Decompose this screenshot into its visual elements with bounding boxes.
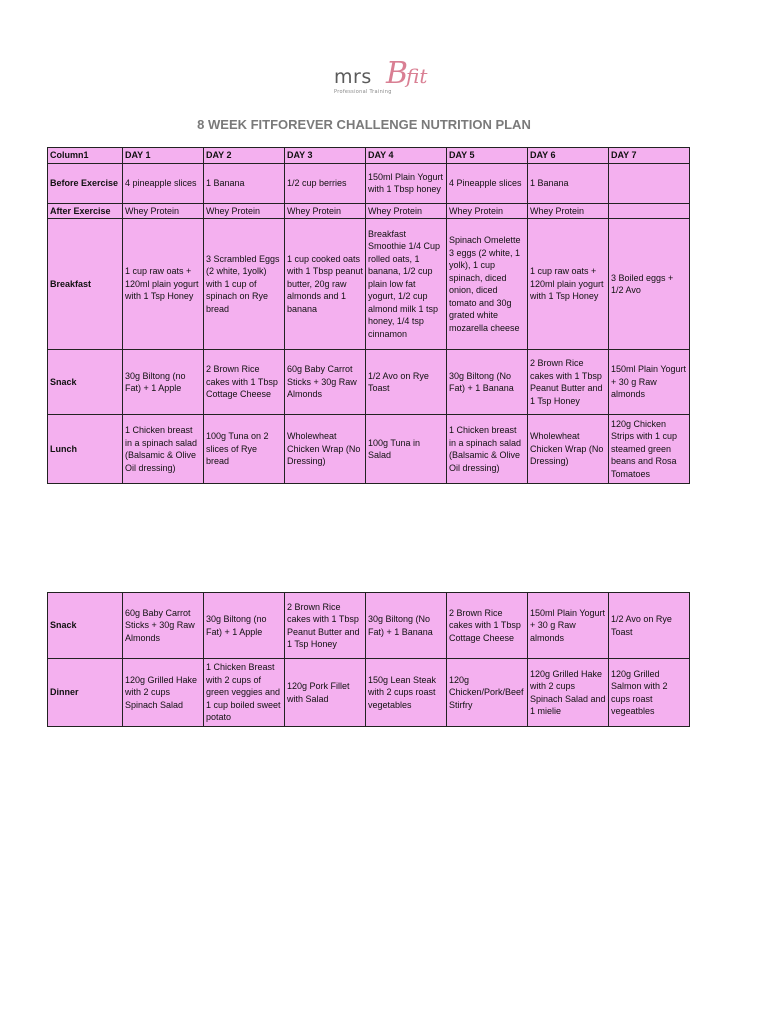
table-cell: 2 Brown Rice cakes with 1 Tbsp Peanut Butter and 1 Tsp Honey	[528, 350, 609, 415]
table-row	[48, 593, 690, 659]
brand-logo	[330, 56, 450, 100]
table-cell: 1 Chicken breast in a spinach salad (Balsamic & Olive Oil dressing)	[447, 415, 528, 484]
table-cell: 1 cup cooked oats with 1 Tbsp peanut butter, 20g raw almonds and 1 banana	[285, 219, 366, 350]
table-cell: Breakfast Smoothie 1/4 Cup rolled oats, 1 banana, 1/2 cup plain low fat yogurt, 1/2 cup almond milk 1 tsp honey, 1/4 tsp cinnamon	[366, 219, 447, 350]
table-cell: 1 cup raw oats + 120ml plain yogurt with 1 Tsp Honey	[123, 219, 204, 350]
logo-text-mrs: mrs	[334, 66, 372, 88]
column-header: DAY 2	[204, 148, 285, 164]
table-cell: 100g Tuna on 2 slices of Rye bread	[204, 415, 285, 484]
column-header: DAY 4	[366, 148, 447, 164]
table-cell: 30g Biltong (no Fat) + 1 Apple	[123, 350, 204, 415]
table-row	[48, 415, 690, 484]
column-header: DAY 3	[285, 148, 366, 164]
logo-text-fit: fit	[406, 64, 428, 88]
table-cell: Whey Protein	[366, 203, 447, 219]
table-cell: 150g Lean Steak with 2 cups roast vegetables	[366, 659, 447, 727]
table-cell: 1 Chicken Breast with 2 cups of green veggies and 1 cup boiled sweet potato	[204, 659, 285, 727]
table-cell: 60g Baby Carrot Sticks + 30g Raw Almonds	[285, 350, 366, 415]
column-header: DAY 1	[123, 148, 204, 164]
table-cell: 150ml Plain Yogurt + 30 g Raw almonds	[528, 593, 609, 659]
table-cell: 2 Brown Rice cakes with 1 Tbsp Cottage Cheese	[447, 593, 528, 659]
table-cell: 1 Banana	[204, 163, 285, 203]
row-label: Snack	[48, 593, 123, 659]
table-cell: 1/2 cup berries	[285, 163, 366, 203]
table-cell: 120g Chicken Strips with 1 cup steamed green beans and Rosa Tomatoes	[609, 415, 690, 484]
table-cell: 100g Tuna in Salad	[366, 415, 447, 484]
table-cell: Whey Protein	[123, 203, 204, 219]
table-cell: Whey Protein	[447, 203, 528, 219]
nutrition-table-evening	[47, 592, 690, 727]
row-label: Dinner	[48, 659, 123, 727]
table-cell: 120g Grilled Hake with 2 cups Spinach Salad and 1 mielie	[528, 659, 609, 727]
table-row	[48, 659, 690, 727]
table-cell: Whey Protein	[285, 203, 366, 219]
logo-tagline: Professional Training	[334, 89, 392, 95]
table-cell: 3 Boiled eggs + 1/2 Avo	[609, 219, 690, 350]
row-label: Before Exercise	[48, 163, 123, 203]
row-label: Snack	[48, 350, 123, 415]
table-row	[48, 219, 690, 350]
table-row	[48, 163, 690, 203]
table-cell: 150ml Plain Yogurt with 1 Tbsp honey	[366, 163, 447, 203]
table-cell: 1/2 Avo on Rye Toast	[609, 593, 690, 659]
table-cell: 120g Grilled Hake with 2 cups Spinach Salad	[123, 659, 204, 727]
table-cell: 3 Scrambled Eggs (2 white, 1yolk) with 1 cup of spinach on Rye bread	[204, 219, 285, 350]
table-cell: Whey Protein	[528, 203, 609, 219]
table-cell: 1 cup raw oats + 120ml plain yogurt with 1 Tsp Honey	[528, 219, 609, 350]
table-cell: Wholewheat Chicken Wrap (No Dressing)	[528, 415, 609, 484]
row-label: Lunch	[48, 415, 123, 484]
table-cell: 30g Biltong (No Fat) + 1 Banana	[447, 350, 528, 415]
row-label: After Exercise	[48, 203, 123, 219]
table-cell: Wholewheat Chicken Wrap (No Dressing)	[285, 415, 366, 484]
row-label: Breakfast	[48, 219, 123, 350]
table-cell: 2 Brown Rice cakes with 1 Tbsp Peanut Butter and 1 Tsp Honey	[285, 593, 366, 659]
table-cell	[609, 163, 690, 203]
table-cell: Whey Protein	[204, 203, 285, 219]
column-header: DAY 6	[528, 148, 609, 164]
table-cell: 1 Chicken breast in a spinach salad (Balsamic & Olive Oil dressing)	[123, 415, 204, 484]
table-row	[48, 350, 690, 415]
table-cell: 1 Banana	[528, 163, 609, 203]
logo-text-b: B	[386, 56, 409, 91]
table-cell: 30g Biltong (No Fat) + 1 Banana	[366, 593, 447, 659]
table-cell: 30g Biltong (no Fat) + 1 Apple	[204, 593, 285, 659]
table-cell: 120g Pork Fillet with Salad	[285, 659, 366, 727]
column-header: DAY 5	[447, 148, 528, 164]
table-cell: 1/2 Avo on Rye Toast	[366, 350, 447, 415]
table-cell: 4 Pineapple slices	[447, 163, 528, 203]
nutrition-table-main	[47, 147, 690, 484]
column-header: DAY 7	[609, 148, 690, 164]
table-cell: 4 pineapple slices	[123, 163, 204, 203]
table-cell: 120g Chicken/Pork/Beef Stirfry	[447, 659, 528, 727]
table-cell: 2 Brown Rice cakes with 1 Tbsp Cottage Cheese	[204, 350, 285, 415]
table-row	[48, 203, 690, 219]
column-header: Column1	[48, 148, 123, 164]
page-title: 8 WEEK FITFOREVER CHALLENGE NUTRITION PLAN	[197, 117, 531, 132]
table-cell: 150ml Plain Yogurt + 30 g Raw almonds	[609, 350, 690, 415]
table-cell: Spinach Omelette 3 eggs (2 white, 1 yolk), 1 cup spinach, diced onion, diced tomato and 30g grated white mozarella cheese	[447, 219, 528, 350]
table-cell: 120g Grilled Salmon with 2 cups roast vegeatbles	[609, 659, 690, 727]
table-cell	[609, 203, 690, 219]
table-header-row	[48, 148, 690, 164]
table-cell: 60g Baby Carrot Sticks + 30g Raw Almonds	[123, 593, 204, 659]
